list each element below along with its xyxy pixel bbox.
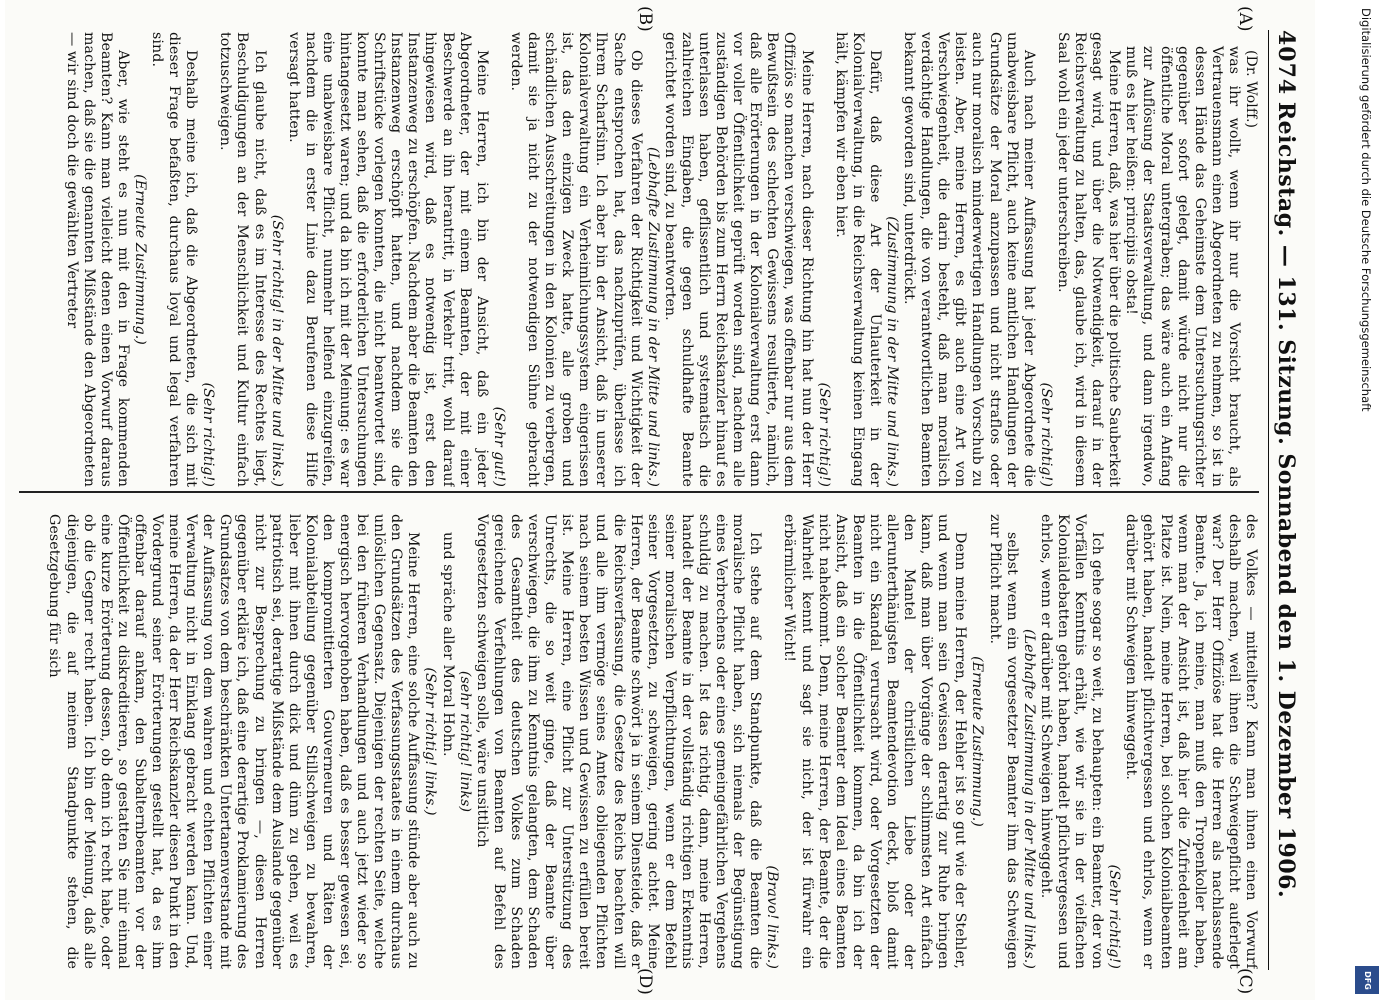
digitization-footnote	[1348, 0, 1383, 1000]
dfg-logo-text: DFG	[1362, 970, 1372, 990]
paragraph: Denn meine Herren, der Hehler ist so gut wie der Stehler, und wenn man sein Gewissen derartig zur Ruhe bringen kann, daß man über Vorgänge der schlimmsten Art einfach den Mantel der christlichen Liebe oder der allerunterthänigsten Beamtendevotion deckt, bloß damit nicht ein Skandal verursacht wird, oder Vorgesetzten der Beamten in die Öffentlichkeit kommen, da bin ich der Ansicht, daß ein solcher Beamter dem Ideal eines Beamten nicht nahekommt. Denn, meine Herren, der Beamte, der die Wahrheit kennt und sagt sie nicht, der ist fürwahr ein erbärmlicher Wicht!	[781, 514, 969, 969]
paragraph: Meine Herren, nach dieser Richtung hin hat nun der Herr Offiziös so manchen verschwiegen, was offenbar nur aus dem Bewußtsein des schlechten Gewissens resultierte, nämlich, daß alle Erörterungen in der Kolonialverwaltung erst dann vor voller Öffentlichkeit geprüft worden sind, nachdem alle zuständigen Behörden bis zum Herrn Reichskanzler hinauf es unterlassen haben, geflissentlich und systematisch die zahlreichen Eingaben, die gegen schuldhafte Beamte gerichtet worden sind, zu beantworten.	[661, 32, 815, 487]
right-column	[19, 514, 1259, 969]
margin-letter-b: (B)	[635, 6, 655, 32]
interjection: (Erneute Zustimmung.)	[131, 174, 148, 345]
paragraph: was ihr wollt, wenn ihr nur die Vorsicht braucht, als Vertrauensmann einen Abgeordneten zu nehmen, so ist in dessen Hände das Geheimste dem Untersuchungsrichter gegenüber sofort gelegt, damit würde nicht nur die öffentliche Moral untergraben; das wäre auch ein Anfang zur Auflösung der Staatsverwaltung, und dann irgendwo, muß es hier heißen: principiis obsta!	[1123, 46, 1242, 487]
speaker-tag: (Dr. Wolff.)	[1243, 50, 1259, 129]
interjection: (Erneute Zustimmung.)	[969, 656, 986, 827]
left-column	[19, 32, 1259, 487]
interjection: (Sehr richtig!)	[1106, 864, 1123, 969]
interjection: (Bravo! links.)	[764, 865, 781, 969]
rotated-newspaper-sheet	[5, 0, 1315, 1000]
page-header	[1268, 30, 1303, 970]
column-divider	[19, 491, 1259, 493]
paragraph: selbst wenn ein vorgesetzter Beamter ihm das Schweigen zur Pflicht macht.	[986, 514, 1020, 969]
running-title: Reichstag. — 131. Sitzung. Sonnabend den 1. Dezember 1906.	[1273, 101, 1299, 899]
interjection: (Sehr richtig! in der Mitte und links.)	[268, 214, 285, 487]
paragraph: Dafür, daß diese Art der Unlauterkeit in der Kolonialverwaltung, in die Reichsverwaltung keinen Eingang hält, kämpfen wir eben hier.	[832, 32, 883, 487]
margin-letter-c: (C)	[1235, 968, 1255, 995]
margin-letter-d: (D)	[635, 968, 655, 995]
interjection: (Lebhafte Zustimmung in der Mitte und links.)	[644, 146, 661, 487]
margin-letter-a: (A)	[1235, 6, 1255, 32]
dfg-logo	[1355, 966, 1379, 994]
paragraph: Ich gehe sogar so weit, zu behaupten: ein Beamter, der von Vorfällen Kenntnis erhält, wie wir sie in der vielfachen Kolonialdebatten gehört haben, handelt pflichtvergessen und ehrlos, wenn er darüber mit Schweigen hinweggeht.	[1037, 514, 1106, 969]
paragraph: Deshalb meine ich, daß die Abgeordneten, die sich mit dieser Frage befaßten, durchaus loyal und legal verfahren sind.	[149, 32, 200, 487]
interjection: (Zustimmung in der Mitte und links.)	[884, 216, 901, 487]
paragraph: Meine Herren, ich bin der Ansicht, daß ein jeder Abgeordneter, der mit einem Beamten, der mit einer Beschwerde an ihn herantritt, in Verkehr tritt, wohl darauf hingewiesen wird, daß es notwendig ist, erst den Instanzenweg zu erschöpfen. Nachdem aber die Beamten den Instanzenweg erschöpft hatten, und nachdem sie die Schriftstücke vorlegen konnten, die nicht beantwortet sind, konnte man sehen, daß die erforderlichen Untersuchungen hintangesetzt waren; und da bin ich mit der Meinung: es war eine unabweisbare Pflicht, nunmehr helfend einzugreifen, nachdem die in erster Linie dazu Berufenen diese Hilfe versagt hatten.	[285, 32, 490, 487]
interjection: (Sehr richtig! links.)	[422, 667, 439, 816]
interjection: (Sehr gut!)	[490, 406, 507, 487]
paragraph: Auch nach meiner Auffassung hat jeder Abgeordnete die unabweisbare Pflicht, auch keine amtlichen Handlungen der Grundsätze der Moral anzupassen und nicht straflos oder auch nur moralisch minderwertigen Handlungen Vorschub zu leisten. Aber, meine Herren, es gibt auch eine Art von Verschwiegenheit, die darin besteht, daß man moralisch verdächtige Handlungen, die von verantwortlichen Beamten bekannt geworden sind, unterdrückt.	[901, 32, 1037, 487]
paragraph: Ich stehe auf dem Standpunkte, daß die Beamten die moralische Pflicht haben, sich niemals der Begünstigung eines Verbrechens oder eines gemeingefährlichen Vergehens schuldig zu machen. Ist das richtig, dann, meine Herren, handelt der Beamte in der vollständig richtigen Erkenntnis seiner moralischen Verpflichtungen, wenn er dem Befehl seiner Vorgesetzten, zu schweigen, gering achtet. Meine Herren, der Beamte schwört ja in seinem Diensteide, daß er die Reichsverfassung, die Gesetze des Reichs beachten will und alle ihm vermöge seines Amtes obliegenden Pflichten nach seinem besten Wissen und Gewissen zu erfüllen bereit ist. Meine Herren, eine Pflicht zur Unterstützung des Unrechts, die so weit ginge, daß der Beamte über verschwiegen, die ihm zu Kenntnis gelangten, dem Schaden des Gesamtheit des deutschen Volkes zum Schaden gereichende Verfehlungen von Beamten auf Befehl des Vorgesetzten schweigen solle, wäre unsittlich	[473, 514, 764, 969]
interjection: (Sehr richtig!)	[200, 382, 217, 487]
paragraph: Meine Herren, eine solche Auffassung stünde aber auch zu den Grundsätzen des Verfassungsstaates in einem durchaus unlöslichen Gegensatz. Diejenigen der rechten Seite, welche bei den früheren Verhandlungen und auch jetzt wieder so energisch hervorgehoben haben, daß es besser gewesen sei, den kompromittierten Gouverneuren und Räten der Kolonialabteilung gegenüber Stillschweigen zu bewahren, lieber mit ihnen durch dick und dünn zu gehen, weil es patriotisch sei, derartige Mißstände dem Auslande gegenüber nicht zur Besprechung zu bringen —, diesen Herren gegenüber erkläre ich, daß eine derartige Proklamierung des Grundsatzes von dem beschränkten Untertanenverstande mit der Auffassung von dem wahren und echten Pflichten einer Verwaltung nicht in Einklang gebracht werden kann. Und, meine Herren, da der Herr Reichskanzler diesen Punkt in den Vordergrund seiner Erörterungen gestellt hat, da es ihm offenbar darauf ankam, den Subalternbeamten vor der Öffentlichkeit zu diskreditieren, so gestatten Sie mir einmal eine kurze Erörterung dessen, ob denn ich recht habe, oder ob die Gegner recht haben. Ich bin der Meinung, daß alle diejenigen, die auf meinem Standpunkte stehen, die Gesetzgebung für sich	[46, 514, 422, 969]
paragraph: Aber, wie steht es nun mit den in Frage kommenden Beamten? Kann man vielleicht denen einen Vorwurf daraus machen, daß sie die genannten Mißstände den Abgeordneten — wir sind doch die gewählten Vertreter	[63, 32, 131, 487]
interjection: (Sehr richtig!)	[1037, 382, 1054, 487]
interjection: (sehr richtig! links)	[456, 670, 473, 813]
paragraph: Ich glaube nicht, daß es im Interesse des Rechtes liegt, Beschuldigungen an der Menschlichkeit und Kultur einfach totzuschweigen.	[217, 32, 268, 487]
page-number: 4074	[1273, 30, 1299, 96]
paragraph: des Volkes — mitteilten? Kann man ihnen einen Vorwurf deshalb machen, weil ihnen die Schweigepflicht auferlegt war? Der Herr Offiziöse hat die Herren als nachlassende Beamte. Ja, ich meine, man muß den Tropenkoller haben, wenn man der Ansicht ist, daß hier die Zufriedenheit am Platze ist. Nein, meine Herren, bei solchen Kolonialbeamten gehört haben, handelt pflichtvergessen und ehrlos, wenn er darüber mit Schweigen hinweggeht.	[1123, 514, 1259, 969]
footnote-text: Digitalisierung gefördert durch die Deutsche Forschungsgemeinschaft	[1359, 8, 1373, 412]
paragraph: und spräche aller Moral Hohn.	[439, 532, 456, 757]
paragraph: Ob dieses Verfahren der Richtigkeit und Wichtigkeit der Sache entsprochen hat, das nachzuprüfen, überlasse ich Ihrem Scharfsinn. Ich aber bin der Ansicht, daß in unserer Kolonialverwaltung ein Verheimlichungssystem eingerissen ist, das den einzigen Zweck hatte, alle groben und schändlichen Ausschreitungen in den Kolonien zu verbergen, damit sie ja nicht zu der notwendigen Sühne gebracht werden.	[507, 32, 644, 487]
interjection: (Lebhafte Zustimmung in der Mitte und links.)	[1020, 628, 1037, 969]
paragraph: Meine Herren, daß, was hier über die politische Sauberkeit gesagt wird, und über die Notwendigkeit, darauf in der Reichsverwaltung zu halten, das, glaube ich, wird in diesem Saal wohl ein jeder unterschreiben.	[1054, 32, 1123, 487]
interjection: (Sehr richtig!)	[815, 382, 832, 487]
